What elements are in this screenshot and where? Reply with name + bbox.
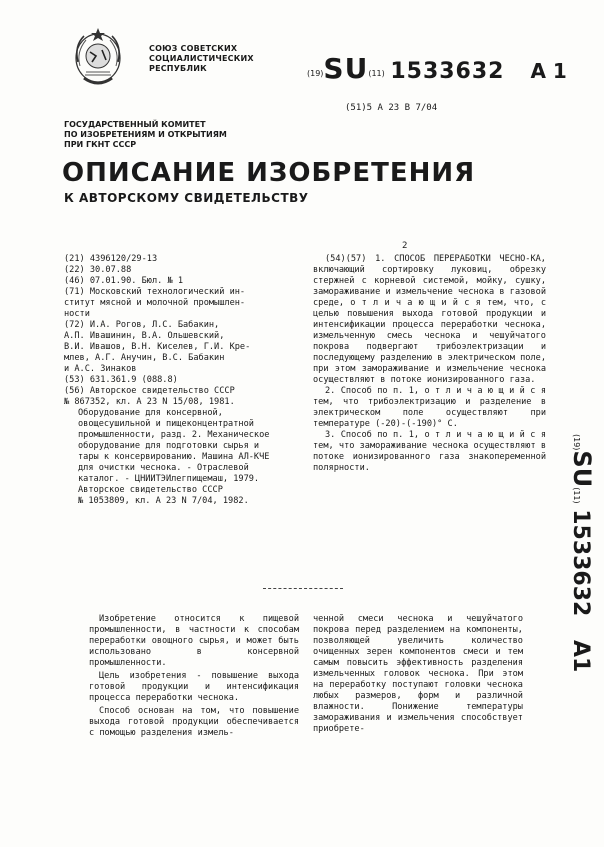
column-number: 2 bbox=[402, 241, 408, 251]
claim-paragraph: 2. Способ по п. 1, о т л и ч а ю щ и й с я тем, что трибоэлектризацию и разделение в электрическом поле осуществляют при температуре (-20)-(-190)° С. bbox=[313, 386, 546, 429]
biblio-entry: Авторское свидетельство СССР № 1053809, кл. А 23 N 7/04, 1982. bbox=[78, 485, 249, 506]
patent-number: 1533632 bbox=[390, 59, 505, 84]
union-line: РЕСПУБЛИК bbox=[149, 64, 207, 73]
biblio-entry: (53) 631.361.9 (088.8) bbox=[64, 375, 178, 385]
description-right-column: ченной смеси чеснока и чешуйчатого покрова перед разделением на компоненты, позволяющей увеличить количество очищенных зерен компонентов смеси и тем самым повысить эффективность разделения измельченных головок чеснока. При этом на переработку поступают головки чеснока любых размеров, форм и различной влажности. Понижение температуры замораживания и измельчения способствует приобрете- bbox=[313, 614, 523, 734]
side-patent-number bbox=[540, 434, 600, 694]
union-line: СОЦИАЛИСТИЧЕСКИХ bbox=[149, 54, 254, 63]
country-code: SU bbox=[323, 52, 369, 85]
code-11: (11) bbox=[368, 69, 385, 78]
side-number: 1533632 bbox=[568, 509, 593, 617]
document-subtitle: К АВТОРСКОМУ СВИДЕТЕЛЬСТВУ bbox=[64, 191, 309, 205]
description-paragraph: Способ основан на том, что повышение выхода готовой продукции обеспечивается с помощью разделения измель- bbox=[89, 706, 299, 738]
union-name bbox=[149, 44, 254, 74]
code-19: (19) bbox=[307, 69, 324, 78]
biblio-entry: (56) Авторское свидетельство СССР № 867352, кл. А 23 N 15/08, 1981. bbox=[64, 386, 235, 407]
side-number-text bbox=[568, 434, 596, 672]
divider bbox=[263, 588, 343, 589]
ussr-emblem bbox=[66, 22, 130, 92]
biblio-entry: Оборудование для консервной, овощесушильной и пищеконцентратной промышленности, разд. 2. Механическое оборудование для подготовки сырья и тары к консервированию. Машина АЛ-КЧЕ для очистки чеснока. - Отраслевой каталог. - ЦНИИТЭИлегпищемаш, 1979. bbox=[78, 408, 270, 484]
union-line: СОЮЗ СОВЕТСКИХ bbox=[149, 44, 238, 53]
side-code-19: (19) bbox=[572, 434, 581, 451]
biblio-entry: (22) 30.07.88 bbox=[64, 265, 132, 275]
claims bbox=[313, 254, 546, 474]
biblio-entry: (71) Московский технологический ин- ститут мясной и молочной промышлен- ности bbox=[64, 287, 246, 319]
claim-paragraph: 3. Способ по п. 1, о т л и ч а ю щ и й с я тем, что замораживание чеснока осуществляют в потоке ионизированного газа знакопеременной полярности. bbox=[313, 430, 546, 473]
side-code-11: (11) bbox=[572, 487, 581, 504]
biblio-entry: (72) И.А. Рогов, Л.С. Бабакин, А.П. Ивашинин, В.А. Ольшевский, В.И. Ивашов, В.Н. Киселев, Г.И. Кре- млев, А.Г. Анучин, В.С. Бабакин и А.С. Зинаков bbox=[64, 320, 251, 374]
committee-line: ПРИ ГКНТ СССР bbox=[64, 140, 137, 149]
description-paragraph: Изобретение относится к пищевой промышленности, в частности к способам переработки овощного сырья, и может быть использовано в консервной промышленности. bbox=[89, 614, 299, 668]
document-title: ОПИСАНИЕ ИЗОБРЕТЕНИЯ bbox=[62, 158, 476, 188]
patent-number-block bbox=[307, 52, 567, 85]
committee-line: ПО ИЗОБРЕТЕНИЯМ И ОТКРЫТИЯМ bbox=[64, 130, 227, 139]
kind-code: A 1 bbox=[530, 59, 567, 83]
bibliographic-data bbox=[64, 254, 299, 507]
description-left-column bbox=[89, 614, 299, 741]
committee-line: ГОСУДАРСТВЕННЫЙ КОМИТЕТ bbox=[64, 120, 206, 129]
side-kind: A1 bbox=[568, 639, 593, 673]
biblio-entry: (21) 4396120/29-13 bbox=[64, 254, 158, 264]
committee-name bbox=[64, 120, 227, 150]
claim-paragraph: (54)(57) 1. СПОСОБ ПЕРЕРАБОТКИ ЧЕСНО-КА, включающий сортировку луковиц, обрезку стержней с корневой системой, мойку, сушку, замораживание и измельчение чеснока в газовой среде, о т л и ч а ю щ и й с я тем, что, с целью повышения выхода готовой продукции и интенсификации процесса переработки чеснока, измельченную смесь чеснока и чешуйчатого покрова подвергают трибоэлектризации и последующему разделению в электрическом поле, при этом замораживание и измельчение чеснока осуществляют в потоке ионизированного газа. bbox=[313, 254, 546, 385]
description-paragraph: Цель изобретения - повышение выхода готовой продукции и интенсификация процесса переработки чеснока. bbox=[89, 671, 299, 703]
biblio-entry: (46) 07.01.90. Бюл. № 1 bbox=[64, 276, 183, 286]
side-country: SU bbox=[568, 450, 596, 488]
ipc-class: (51)5 A 23 B 7/04 bbox=[345, 103, 438, 113]
